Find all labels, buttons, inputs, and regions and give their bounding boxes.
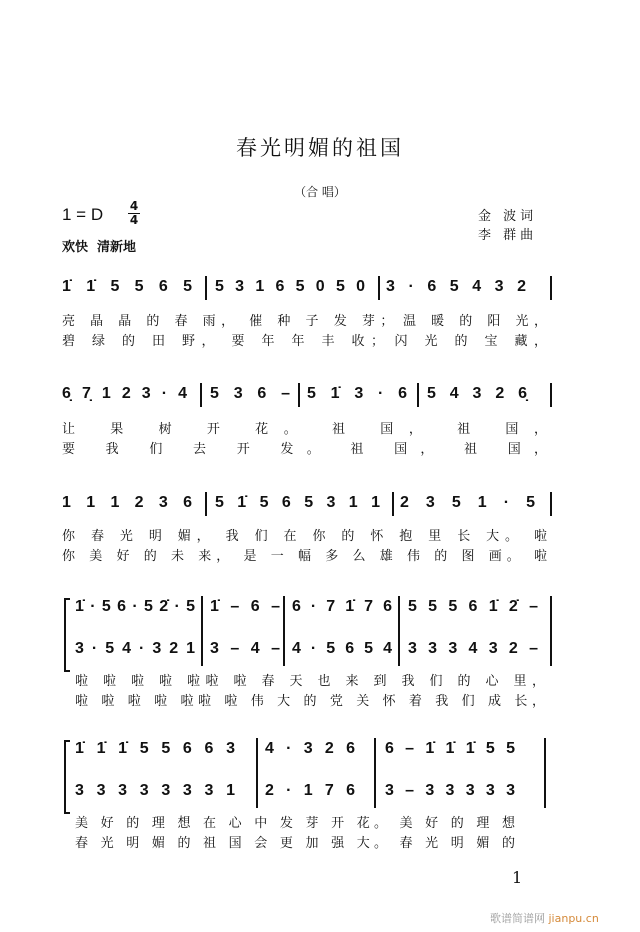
measure-lower: 4 · 5 6 5 4	[292, 640, 392, 657]
measure: 3 · 6 5 4 3 2	[386, 278, 526, 295]
barline	[256, 738, 258, 808]
lyric-line: 美 好 的 理 想 在 心 中 发 芽 开 花。 美 好 的 理 想	[75, 816, 515, 831]
subtitle: （合 唱）	[294, 185, 346, 199]
composer: 李 群曲	[478, 228, 538, 243]
barline	[550, 276, 552, 300]
barline	[298, 383, 300, 407]
watermark-en: jianpu.cn	[548, 912, 599, 925]
system-bracket	[64, 740, 70, 814]
page-number: 1	[512, 868, 523, 887]
measure: 5 1̇ 5 6 5 3 1 1	[215, 494, 380, 511]
measure-lower: 3 · 5 4 · 3 2 1	[75, 640, 195, 657]
barline	[200, 383, 202, 407]
measure-upper: 4 · 3 2 6	[265, 740, 355, 757]
key-signature: 1 = D	[62, 205, 104, 224]
measure-upper: 5 5 5 6 1̇ 2̇ –	[408, 598, 538, 615]
measure: 5 4 3 2 6̣	[427, 385, 527, 402]
barline	[392, 492, 394, 516]
watermark-cn: 歌谱简谱网	[490, 912, 545, 925]
lyric-line: 啦 啦 啦 啦 啦啦 啦 春 天 也 来 到 我 们 的 心 里，	[75, 674, 545, 689]
lyric-line: 要 我 们 去 开 发。 祖 国， 祖 国，	[62, 442, 547, 457]
tempo-marking: 欢快 清新地	[62, 240, 137, 255]
measure-lower: 3 – 4 –	[210, 640, 280, 657]
lyric-line: 你 春 光 明 媚， 我 们 在 你 的 怀 抱 里 长 大。 啦	[62, 529, 547, 544]
song-title: 春光明媚的祖国	[236, 136, 404, 160]
measure-lower: 3 3 3 4 3 2 –	[408, 640, 538, 657]
lyric-line: 你 美 好 的 未 来， 是 一 幅 多 么 雄 伟 的 图 画。 啦	[62, 549, 547, 564]
lyric-line: 亮 晶 晶 的 春 雨， 催 种 子 发 芽； 温 暖 的 阳 光，	[62, 314, 547, 329]
measure-lower: 2 · 1 7 6	[265, 782, 355, 799]
measure-upper: 1̇ · 5 6 · 5 2̇ · 5	[75, 598, 195, 615]
system-bracket	[64, 598, 70, 672]
barline	[417, 383, 419, 407]
barline	[398, 596, 400, 666]
barline	[378, 276, 380, 300]
barline	[283, 596, 285, 666]
measure: 1̇ 1̇ 5 5 6 5	[62, 278, 192, 295]
measure-upper: 1̇ 1̇ 1̇ 5 5 6 6 3	[75, 740, 235, 757]
barline	[550, 492, 552, 516]
measure-upper: 6 · 7 1̇ 7 6	[292, 598, 392, 615]
barline	[374, 738, 376, 808]
barline	[550, 596, 552, 666]
time-top: 4	[129, 199, 139, 213]
measure-lower: 3 3 3 3 3 3 3 1	[75, 782, 235, 799]
measure: 2 3 5 1 · 5	[400, 494, 535, 511]
barline	[544, 738, 546, 808]
lyricist: 金 波词	[478, 209, 538, 224]
measure-upper: 6 – 1̇ 1̇ 1̇ 5 5	[385, 740, 515, 757]
barline	[550, 383, 552, 407]
time-signature	[128, 200, 140, 227]
measure: 5 1̇ 3 · 6	[307, 385, 407, 402]
measure-upper: 1̇ – 6 –	[210, 598, 280, 615]
measure: 5 3 1 6 5 0 5 0	[215, 278, 365, 295]
barline	[205, 276, 207, 300]
lyric-line: 碧 绿 的 田 野， 要 年 年 丰 收； 闪 光 的 宝 藏，	[62, 334, 547, 349]
watermark	[490, 910, 599, 926]
measure: 5 3 6 –	[210, 385, 290, 402]
measure-lower: 3 – 3 3 3 3 3	[385, 782, 515, 799]
measure: 1 1 1 2 3 6	[62, 494, 192, 511]
time-bottom: 4	[129, 213, 139, 227]
lyric-line: 让 果 树 开 花。 祖 国， 祖 国，	[62, 422, 547, 437]
barline	[205, 492, 207, 516]
lyric-line: 啦 啦 啦 啦 啦啦 啦 伟 大 的 党 关 怀 着 我 们 成 长，	[75, 694, 545, 709]
lyric-line: 春 光 明 媚 的 祖 国 会 更 加 强 大。 春 光 明 媚 的	[75, 836, 515, 851]
barline	[201, 596, 203, 666]
measure: 6̣ 7̣ 1 2 3 · 4	[62, 385, 187, 402]
